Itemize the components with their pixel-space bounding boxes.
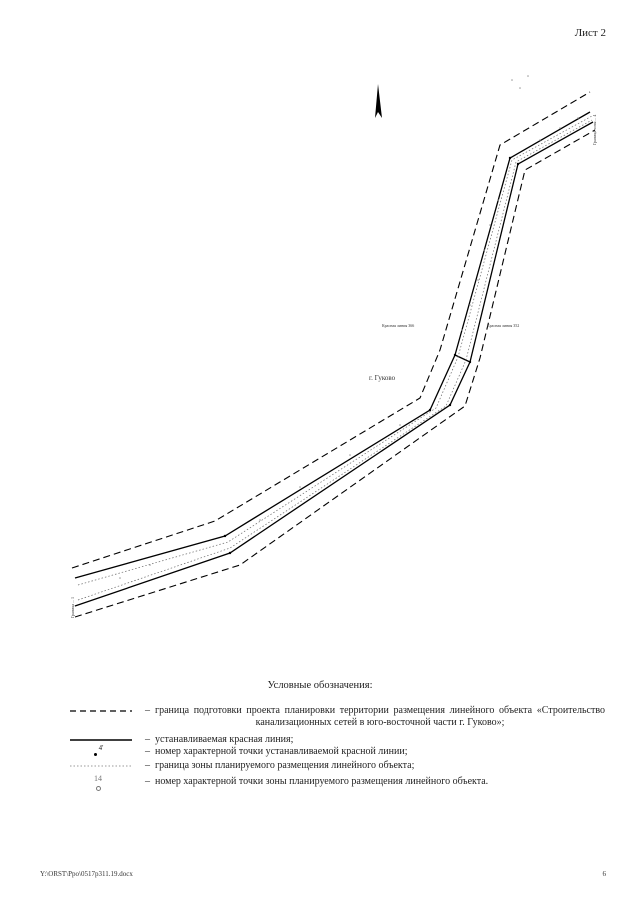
legend-item-boundary	[60, 705, 605, 731]
legend-title: Условные обозначения:	[267, 680, 373, 691]
street-label-right: Красная линия 352	[487, 323, 520, 328]
edge-label-topright: Граница зоны ... 4	[592, 114, 597, 145]
city-label: г. Гуково	[369, 374, 396, 382]
legend-dash: –	[145, 734, 150, 745]
legend-text: номер характерной точки зоны планируемого размещения линейного объекта.	[155, 776, 489, 787]
zone-point-number: 14	[94, 774, 102, 783]
legend-item-zone-boundary	[60, 760, 605, 774]
legend-item-zone-point	[60, 776, 605, 796]
dashed-line-icon	[70, 708, 140, 722]
zone-point-icon	[70, 774, 140, 788]
edge-label-left: Граница ... 1	[70, 596, 75, 618]
legend-dash: –	[145, 705, 150, 716]
legend-dash: –	[145, 746, 150, 757]
sheet-label: Лист 2	[574, 27, 606, 39]
zone-dotted-lines	[78, 116, 592, 600]
red-lines-solid	[75, 112, 593, 606]
legend-text: устанавливаемая красная линия;	[155, 734, 294, 745]
characteristic-points	[224, 157, 519, 554]
street-label-left: Красная линия 366	[382, 323, 415, 328]
footer-page-number: 6	[602, 870, 606, 878]
legend-dash: –	[145, 760, 150, 771]
footer-file-path: Y:\ORST\Ppo\0517p311.19.docx	[40, 870, 133, 878]
north-arrow-icon	[375, 84, 382, 118]
legend-text: граница подготовки проекта планировки территории размещения линейного объекта «Строительство канализационных сетей в юго-восточной части г. Гуково»;	[155, 705, 605, 728]
legend-text: номер характерной точки устанавливаемой красной линии;	[155, 746, 408, 757]
point-marker-icon	[70, 744, 140, 758]
legend-dash: –	[145, 776, 150, 787]
point-number: 4'	[98, 744, 104, 752]
legend-text: граница зоны планируемого размещения линейного объекта;	[155, 760, 415, 771]
